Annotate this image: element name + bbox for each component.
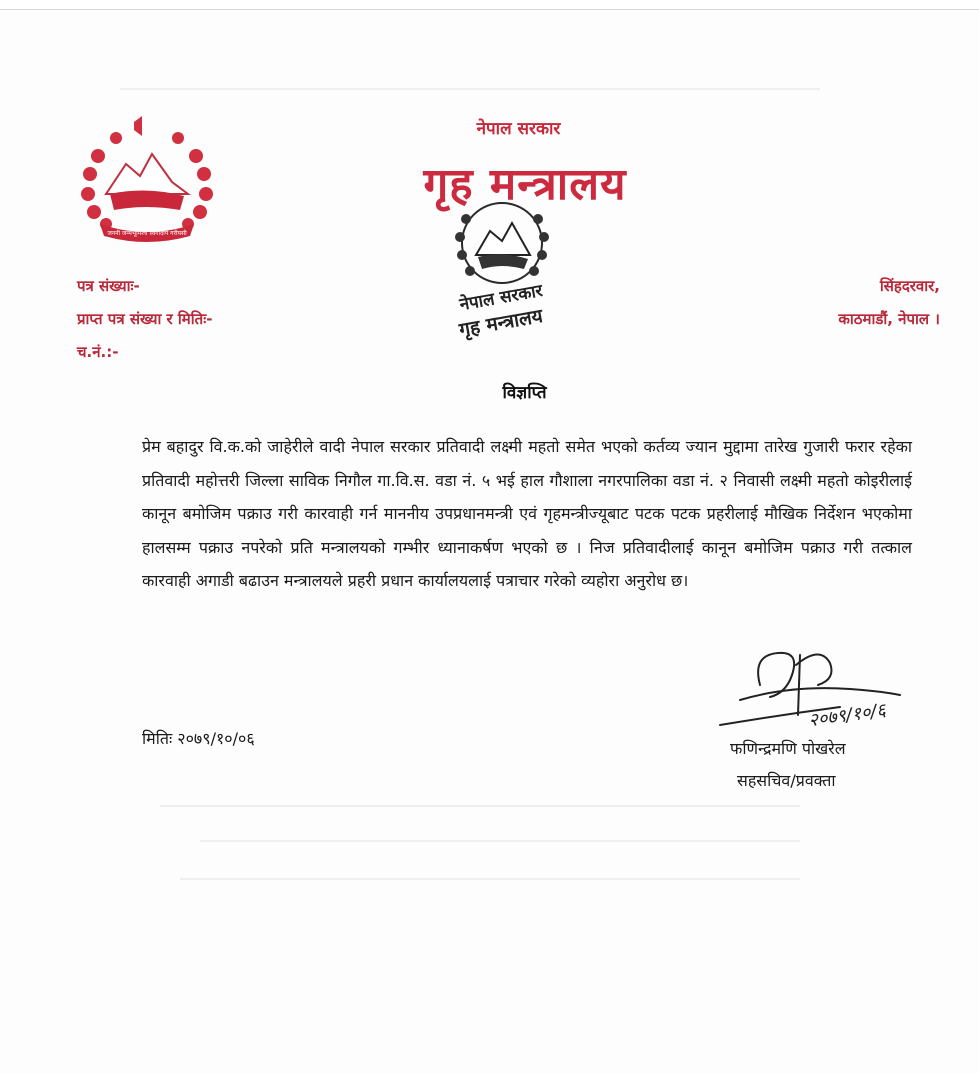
received-letter-label: प्राप्त पत्र संख्या र मितिः- [77, 310, 213, 328]
address-line-2: काठमाडौं, नेपाल । [838, 310, 940, 328]
bleed-through-mark [200, 840, 800, 842]
notice-heading: विज्ञप्ति [502, 383, 547, 403]
handwritten-signature [700, 645, 910, 745]
stamp-line-1: नेपाल सरकार [458, 280, 545, 316]
ministry-stamp-icon [432, 195, 572, 343]
bleed-through-mark [120, 88, 820, 90]
address-line-1: सिंहदरवार, [879, 277, 940, 295]
signature-date: २०७९/१०/६ [807, 699, 888, 732]
notice-body: प्रेम बहादुर वि.क.को जाहेरीले वादी नेपाल सरकार प्रतिवादी लक्ष्मी महतो समेत भएको कर्तव्य ज्यान मुद्दामा तारेख गुजारी फरार रहेका प्रतिवादी महोत्तरी जिल्ला साविक निगौल गा.वि.स. वडा नं. ५ भई हाल गौशाला नगरपालिका वडा नं. २ निवासी लक्ष्मी महतो कोइरीलाई कानून बमोजिम पक्राउ गरी कारवाही गर्न माननीय उपप्रधानमन्त्री एवं गृहमन्त्रीज्यूबाट पटक पटक प्रहरीलाई मौखिक निर्देशन भएकोमा हालसम्म पक्राउ नपरेको प्रति मन्त्रालयको गम्भीर ध्यानाकर्षण भएको छ । निज प्रतिवादीलाई कानून बमोजिम पक्राउ गरी तत्काल कारवाही अगाडी बढाउन मन्त्रालयले प्रहरी प्रधान कार्यालयलाई पत्राचार गरेको व्यहोरा अनुरोध छ। [142, 437, 912, 590]
dispatch-number-label: च.नं.:- [77, 343, 119, 361]
notice-date: मितिः २०७९/१०/०६ [142, 729, 255, 748]
bleed-through-mark [160, 805, 800, 807]
stamp-line-2: गृह मन्त्रालय [457, 304, 545, 342]
bleed-through-mark [180, 878, 800, 880]
letter-number-label: पत्र संख्याः- [77, 277, 140, 295]
signatory-name: फणिन्द्रमणि पोखरेल [730, 739, 846, 758]
signatory-title: सहसचिव/प्रवक्ता [737, 771, 836, 790]
government-name: नेपाल सरकार [476, 119, 561, 139]
emblem-motto: जननी जन्मभूमिश्च स्वर्गादपि गरीयसी [107, 230, 187, 237]
ministry-title: गृह मन्त्रालय [423, 159, 627, 210]
